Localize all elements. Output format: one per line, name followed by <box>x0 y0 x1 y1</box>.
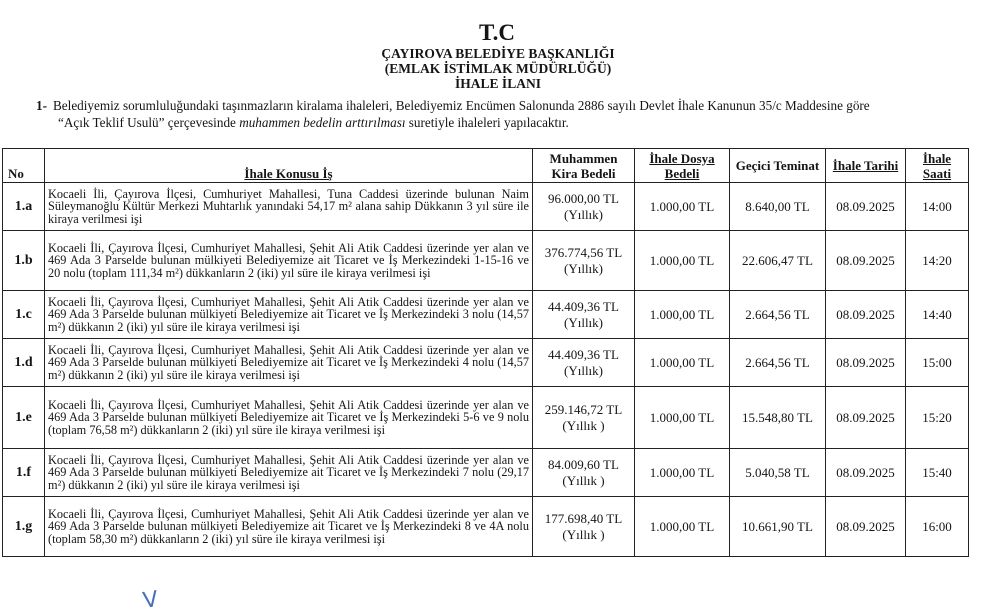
header-saat: İhale Saati <box>906 149 969 183</box>
intro-text-b: “Açık Teklif Usulü” çerçevesinde <box>58 115 240 130</box>
row-dosya: 1.000,00 TL <box>635 231 730 291</box>
row-no: 1.a <box>3 183 45 231</box>
row-dosya: 1.000,00 TL <box>635 387 730 449</box>
row-no: 1.e <box>3 387 45 449</box>
intro-text-italic: muhammen bedelin arttırılması <box>239 115 406 130</box>
table-row <box>3 231 969 291</box>
row-tarih: 08.09.2025 <box>826 449 906 497</box>
auction-table <box>2 148 969 557</box>
row-saat: 15:00 <box>906 339 969 387</box>
table-row <box>3 449 969 497</box>
row-saat: 16:00 <box>906 497 969 557</box>
row-saat: 14:40 <box>906 291 969 339</box>
row-no: 1.b <box>3 231 45 291</box>
header-tc: T.C <box>479 20 515 45</box>
row-bedel: 177.698,40 TL (Yıllık ) <box>533 497 635 557</box>
row-saat: 15:20 <box>906 387 969 449</box>
row-tarih: 08.09.2025 <box>826 291 906 339</box>
row-saat: 14:00 <box>906 183 969 231</box>
table-row <box>3 183 969 231</box>
row-konu: Kocaeli İli, Çayırova İlçesi, Cumhuriyet Mahallesi, Tuna Caddesi üzerinde bulunan Naim Süleymanoğlu Kültür Merkezi Muhtarlık yanındaki 54,17 m² alana sahip Dükkanın 3 yıl süre ile kiraya verilmesi işi <box>45 183 533 231</box>
intro-paragraph <box>36 97 986 131</box>
row-tarih: 08.09.2025 <box>826 231 906 291</box>
header-announcement: İHALE İLANI <box>455 76 541 91</box>
header-teminat: Geçici Teminat <box>730 149 826 183</box>
header-municipality: ÇAYIROVA BELEDİYE BAŞKANLIĞI <box>381 46 615 61</box>
header-konu: İhale Konusu İş <box>45 149 533 183</box>
row-bedel: 84.009,60 TL (Yıllık ) <box>533 449 635 497</box>
row-no: 1.d <box>3 339 45 387</box>
row-tarih: 08.09.2025 <box>826 339 906 387</box>
table-row <box>3 291 969 339</box>
row-dosya: 1.000,00 TL <box>635 183 730 231</box>
row-konu: Kocaeli İli, Çayırova İlçesi, Cumhuriyet Mahallesi, Şehit Ali Atik Caddesi üzerinde yer alan ve 469 Ada 3 Parselde bulunan mülkiyeti Belediyemize ait Ticaret ve İş Merkezindeki 7 nolu (29,17 m²) dükkanın 2 (iki) yıl süre ile kiraya verilmesi işi <box>45 449 533 497</box>
intro-text-c: suretiyle ihaleleri yapılacaktır. <box>405 115 569 130</box>
row-dosya: 1.000,00 TL <box>635 291 730 339</box>
row-bedel: 376.774,56 TL (Yıllık) <box>533 231 635 291</box>
row-dosya: 1.000,00 TL <box>635 339 730 387</box>
row-saat: 14:20 <box>906 231 969 291</box>
row-teminat: 5.040,58 TL <box>730 449 826 497</box>
row-teminat: 15.548,80 TL <box>730 387 826 449</box>
row-bedel: 96.000,00 TL (Yıllık) <box>533 183 635 231</box>
table-row <box>3 497 969 557</box>
row-tarih: 08.09.2025 <box>826 183 906 231</box>
row-teminat: 22.606,47 TL <box>730 231 826 291</box>
intro-number: 1- <box>36 98 47 113</box>
document-header <box>0 20 1000 91</box>
row-konu: Kocaeli İli, Çayırova İlçesi, Cumhuriyet Mahallesi, Şehit Ali Atik Caddesi üzerinde yer alan ve 469 Ada 3 Parselde bulunan mülkiyeti Belediyemize ait Ticaret ve İş Merkezindeki 5-6 ve 9 nolu (toplam 76,58 m²) dükkanların 2 (iki) yıl süre ile kiraya verilmesi işi <box>45 387 533 449</box>
intro-text-a: Belediyemiz sorumluluğundaki taşınmazların kiralama ihaleleri, Belediyemiz Encümen Salonunda 2886 sayılı Devlet İhale Kanunun 35/c Maddesine göre <box>53 98 870 113</box>
row-saat: 15:40 <box>906 449 969 497</box>
header-tarih: İhale Tarihi <box>826 149 906 183</box>
table-header-row <box>3 149 969 183</box>
row-konu: Kocaeli İli, Çayırova İlçesi, Cumhuriyet Mahallesi, Şehit Ali Atik Caddesi üzerinde yer alan ve 469 Ada 3 Parselde bulunan mülkiyeti Belediyemize ait Ticaret ve İş Merkezindeki 4 nolu (14,57 m²) dükkanın 2 (iki) yıl süre ile kiraya verilmesi işi <box>45 339 533 387</box>
row-konu: Kocaeli İli, Çayırova İlçesi, Cumhuriyet Mahallesi, Şehit Ali Atik Caddesi üzerinde yer alan ve 469 Ada 3 Parselde bulunan mülkiyeti Belediyemize ait Ticaret ve İş Merkezindeki 1-15-16 ve 20 nolu (toplam 111,34 m²) dükkanların 2 (iki) yıl süre ile kiraya verilmesi işi <box>45 231 533 291</box>
row-dosya: 1.000,00 TL <box>635 449 730 497</box>
row-bedel: 44.409,36 TL (Yıllık) <box>533 291 635 339</box>
row-teminat: 10.661,90 TL <box>730 497 826 557</box>
row-no: 1.f <box>3 449 45 497</box>
row-konu: Kocaeli İli, Çayırova İlçesi, Cumhuriyet Mahallesi, Şehit Ali Atik Caddesi üzerinde yer alan ve 469 Ada 3 Parselde bulunan mülkiyeti Belediyemize ait Ticaret ve İş Merkezindeki 3 nolu (14,57 m²) dükkanın 2 (iki) yıl süre ile kiraya verilmesi işi <box>45 291 533 339</box>
header-directorate: (EMLAK İSTİMLAK MÜDÜRLÜĞÜ) <box>384 61 612 76</box>
header-no: No <box>3 149 45 183</box>
row-teminat: 2.664,56 TL <box>730 291 826 339</box>
row-tarih: 08.09.2025 <box>826 387 906 449</box>
signature-mark: V <box>141 587 160 614</box>
intro-line-1 <box>36 97 986 114</box>
intro-line-2 <box>36 114 986 131</box>
table-row <box>3 387 969 449</box>
row-bedel: 44.409,36 TL (Yıllık) <box>533 339 635 387</box>
row-teminat: 2.664,56 TL <box>730 339 826 387</box>
row-no: 1.c <box>3 291 45 339</box>
row-bedel: 259.146,72 TL (Yıllık ) <box>533 387 635 449</box>
row-tarih: 08.09.2025 <box>826 497 906 557</box>
header-dosya: İhale Dosya Bedeli <box>635 149 730 183</box>
table-row <box>3 339 969 387</box>
row-dosya: 1.000,00 TL <box>635 497 730 557</box>
row-konu: Kocaeli İli, Çayırova İlçesi, Cumhuriyet Mahallesi, Şehit Ali Atik Caddesi üzerinde yer alan ve 469 Ada 3 Parselde bulunan mülkiyeti Belediyemize ait Ticaret ve İş Merkezindeki 8 ve 4A nolu (toplam 58,30 m²) dükkanların 2 (iki) yıl süre ile kiraya verilmesi işi <box>45 497 533 557</box>
header-muhammen: Muhammen Kira Bedeli <box>533 149 635 183</box>
row-teminat: 8.640,00 TL <box>730 183 826 231</box>
row-no: 1.g <box>3 497 45 557</box>
